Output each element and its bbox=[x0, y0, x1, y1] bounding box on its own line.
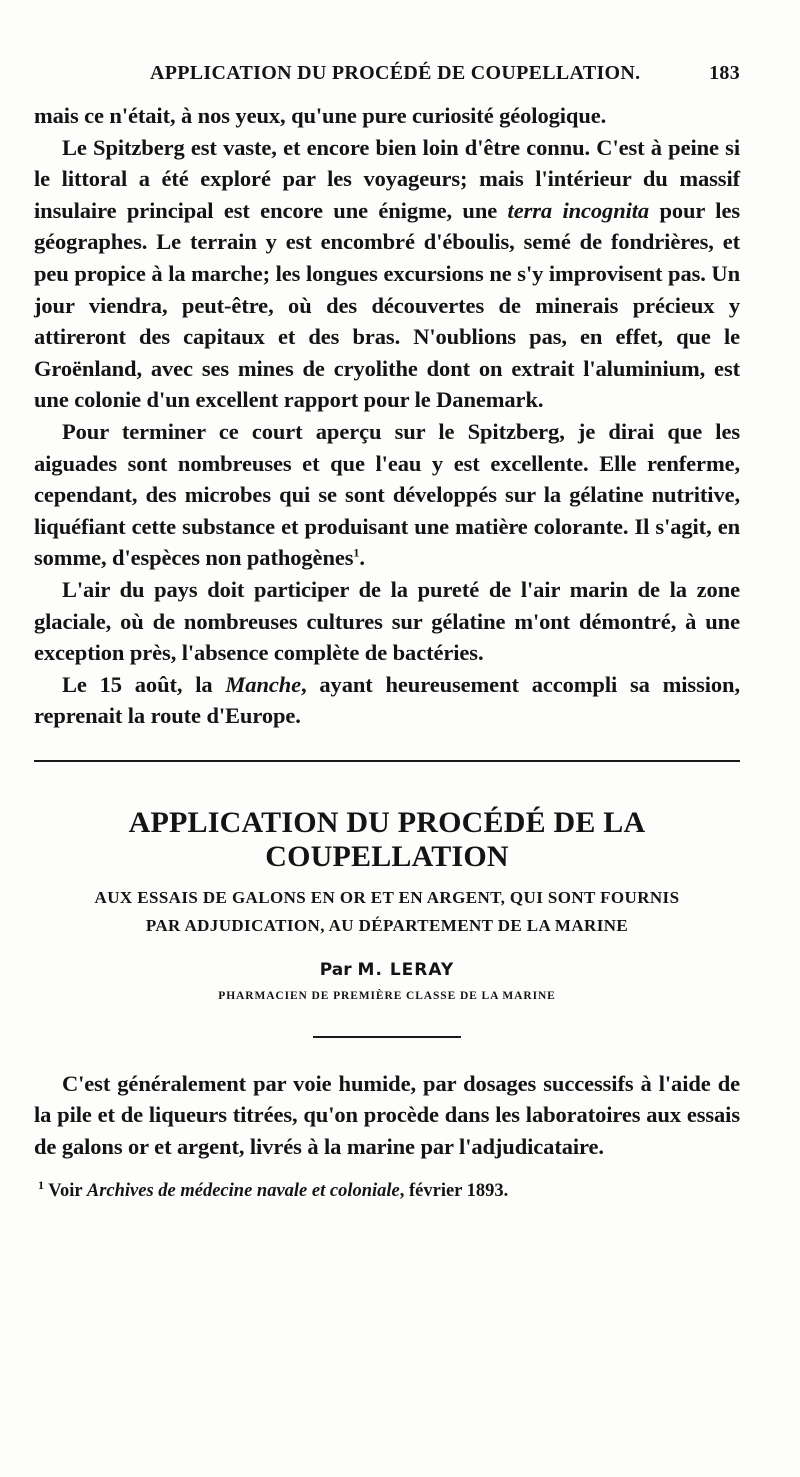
byline-divider bbox=[313, 1036, 461, 1038]
footnote-suffix: , février 1893. bbox=[399, 1180, 509, 1201]
text-span: . bbox=[359, 545, 365, 571]
page bbox=[34, 60, 740, 1202]
paragraph bbox=[34, 416, 740, 574]
subtitle-line: AUX ESSAIS DE GALONS EN OR ET EN ARGENT, QUI SONT FOURNIS bbox=[94, 887, 680, 907]
text-span: Le Spitzberg est vaste, et encore bien loin d'être connu. C'est à peine si le littoral a été exploré par les voyageurs; mais l'intérieur du massif insulaire principal est encore une énigme, une bbox=[34, 134, 740, 223]
byline bbox=[34, 960, 740, 980]
subtitle-line: PAR ADJUDICATION, AU DÉPARTEMENT DE LA MARINE bbox=[145, 915, 629, 935]
text-span: Pour terminer ce court aperçu sur le Spitzberg, je dirai que les aiguades sont nombreuses et que l'eau y est excellente. Elle renferme, cependant, des microbes qui se sont développés sur la gélatine nutritive, liquéfiant cette substance et produisant une matière colorante. Il s'agit, en somme, d'espèces non pathogènes bbox=[34, 418, 740, 571]
text-span: Le 15 août, la bbox=[62, 671, 226, 697]
text-span: , ayant heureusement accompli sa mission, reprenait la route d'Europe. bbox=[34, 671, 740, 729]
footnote-prefix: Voir bbox=[44, 1180, 87, 1201]
footnote-reference: 1 bbox=[353, 545, 360, 560]
section-divider bbox=[34, 760, 740, 762]
paragraph bbox=[34, 132, 740, 416]
page-number: 183 bbox=[709, 62, 740, 84]
paragraph: L'air du pays doit participer de la pureté de l'air marin de la zone glaciale, où de nombreuses cultures sur gélatine m'ont démontré, à une exception près, l'absence complète de bactéries. bbox=[34, 576, 740, 666]
previous-article-text bbox=[34, 100, 740, 732]
article-subtitle bbox=[34, 884, 740, 940]
footnote-marker: 1 bbox=[38, 1177, 44, 1192]
running-head bbox=[34, 60, 740, 100]
emphasis: terra incognita bbox=[507, 197, 650, 223]
paragraph: mais ce n'était, à nos yeux, qu'une pure curiosité géologique. bbox=[34, 103, 607, 128]
footnote bbox=[34, 1177, 740, 1202]
paragraph bbox=[34, 669, 740, 732]
author-name: M. LERAY bbox=[357, 959, 455, 980]
article-title: APPLICATION DU PROCÉDÉ DE LA COUPELLATION bbox=[128, 805, 646, 873]
paragraph: C'est généralement par voie humide, par dosages successifs à l'aide de la pile et de liqueurs titrées, qu'on procède dans les laboratoires aux essais de galons or et argent, livrés à la marine par l'adjudicataire. bbox=[34, 1070, 740, 1160]
article-text bbox=[34, 1068, 740, 1163]
byline-prefix: Par bbox=[319, 959, 352, 980]
running-head-title: APPLICATION DU PROCÉDÉ DE COUPELLATION. bbox=[150, 62, 641, 84]
author-title: PHARMACIEN DE PREMIÈRE CLASSE DE LA MARINE bbox=[218, 989, 556, 1002]
emphasis: Manche bbox=[225, 671, 302, 697]
text-span: pour les géographes. Le terrain y est encombré d'éboulis, semé de fondrières, et peu propice à la marche; les longues excursions ne s'y improvisent pas. Un jour viendra, peut-être, où des découvertes de minerais précieux y attireront des capitaux et des bras. N'oublions pas, en effet, que le Groënland, avec ses mines de cryolithe dont on extrait l'aluminium, est une colonie d'un excellent rapport pour le Danemark. bbox=[34, 197, 740, 413]
footnote-source: Archives de médecine navale et coloniale bbox=[86, 1180, 400, 1201]
